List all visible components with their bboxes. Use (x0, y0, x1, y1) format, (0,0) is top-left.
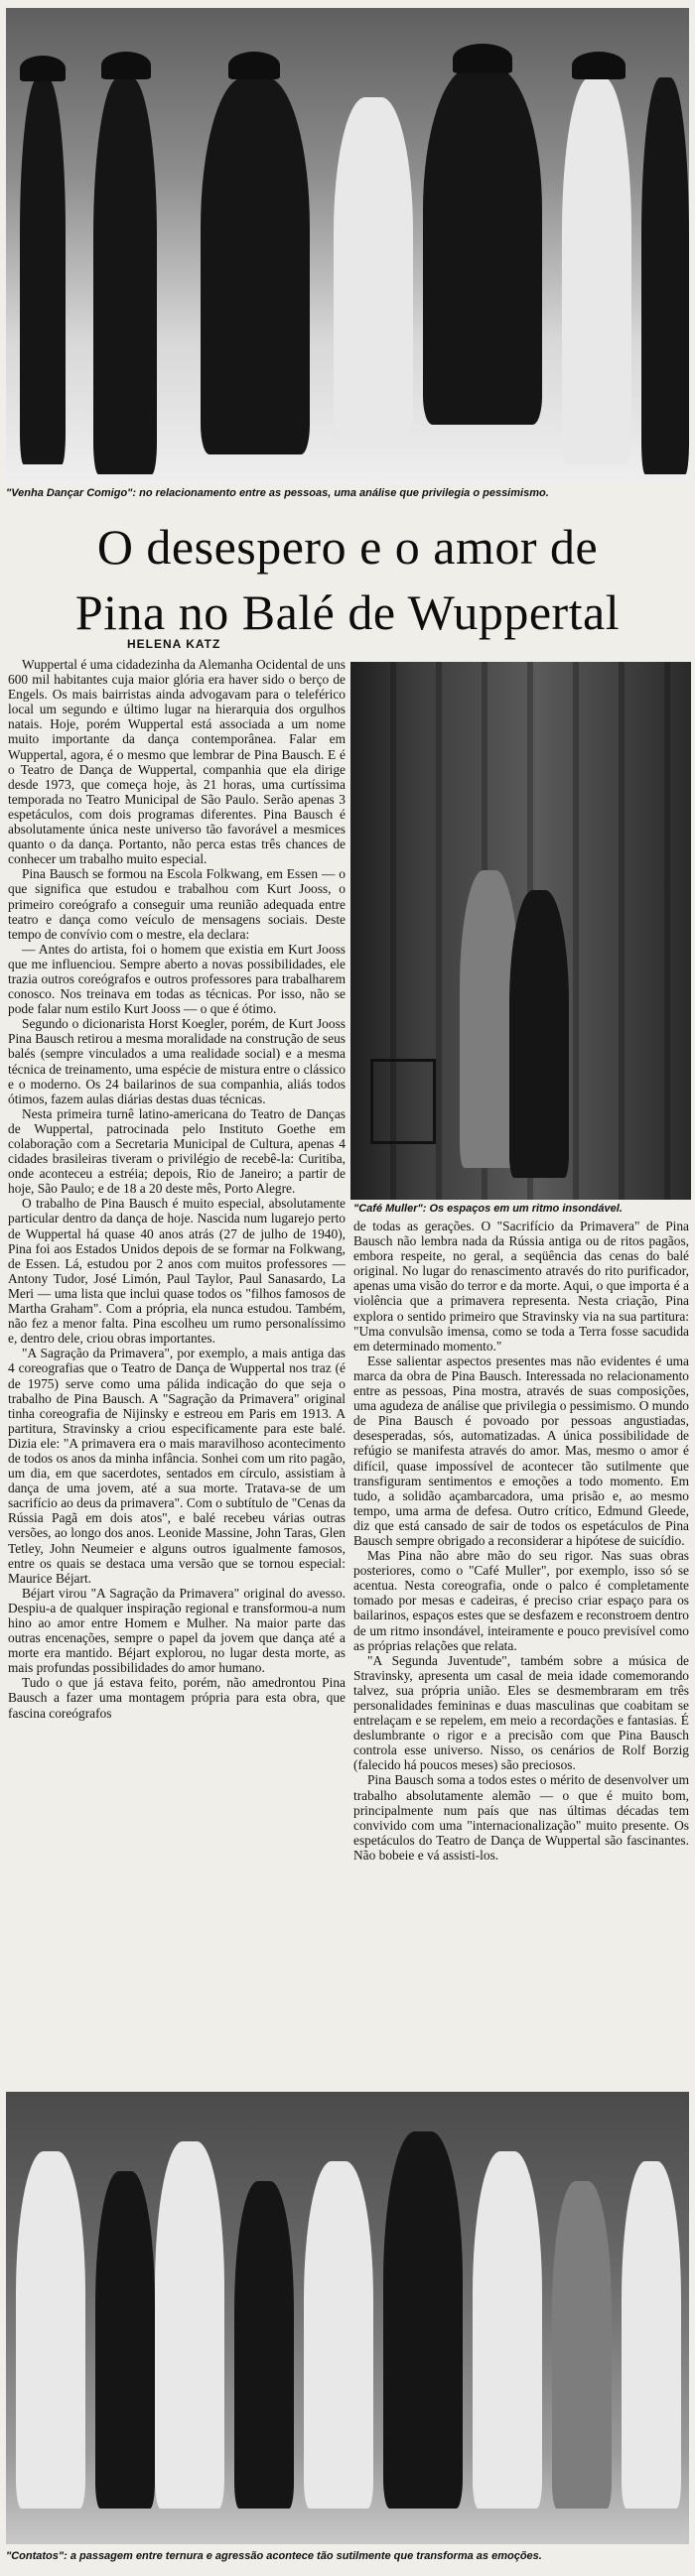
paragraph: Nesta primeira turnê latino-americana do Teatro de Danças de Wuppertal, patrocinada pelo Instituto Goethe em colaboração com a Secretaria Municipal de Cultura, apenas 4 cidades brasileiras tiveram o privilégio de recebê-la: Curitiba, onde aconteceu a estréia; depois, Rio de Janeiro; a partir de hoje, São Paulo; e de 18 a 20 deste mês, Porto Alegre. (8, 1105, 346, 1197)
paragraph: Pina Bausch soma a todos estes o mérito de desenvolver um trabalho absolutamente alemão — o que é muito bom, principalmente num país que nas últimas décadas tem convivido com uma "internacionalização" muito presente. Os espetáculos do Teatro de Dança de Wuppertal são fascinantes. Não bobeie e vá assisti-los. (353, 1772, 689, 1863)
paragraph: Tudo o que já estava feito, porém, não amedrontou Pina Bausch a fazer uma montagem própria para esta obra, que fascina coreógrafos (8, 1675, 346, 1721)
paragraph: "A Sagração da Primavera", por exemplo, a mais antiga das 4 coreografias que o Teatro de Dança de Wuppertal nos traz (é de 1975) serve como uma pálida indicação do que seja o trabalho de Pina Bausch. A "Sagração da Primavera" original tinha coreografia de Nijinsky e estreou em Paris em 1913. A partitura, Stravinsky a criou especificamente para este balé. Dizia ele: "A primavera era o mais maravilhoso acontecimento de todos os anos da minha infância. Sonhei com um rito pagão, um dia, em que sacerdotes, sentados em círculo, assistiam à dança de uma jovem, até a sua morte. Tratava-se de um sacrifício ao deus da primavera". Com o subtítulo de "Cenas da Rússia Pagã em dois atos", e balé recebeu várias outras versões, ao longo dos anos. Leonide Massine, John Taras, Glen Tetley, John Neumeier e alguns outros igualmente famosos, entre os quais se destaca uma versão que se tornou especial: Maurice Béjart. (8, 1346, 346, 1586)
headline-line-1: O desespero e o amor de (96, 519, 599, 575)
bottom-photo-contatos (6, 2092, 689, 2544)
article-column-1 (8, 657, 346, 2084)
caption-middle-photo: "Café Muller": Os espaços em um ritmo insondável. (353, 1203, 623, 1215)
article-column-2 (353, 1219, 689, 2084)
paragraph: Segundo o dicionarista Horst Koegler, porém, de Kurt Jooss Pina Bausch retirou a mesma moralidade na construção de seus balés (sempre vinculados a uma realidade social) e a mesma técnica de treinamento, uma espécie de mistura entre o clássico e o moderno. Os 24 bailarinos de sua companhia, aliás todos ótimos, fazem aulas diárias destas duas técnicas. (8, 1016, 346, 1106)
caption-bottom-photo: "Contatos": a passagem entre ternura e agressão acontece tão sutilmente que transforma as emoções. (6, 2550, 542, 2562)
headline-line-2: Pina no Balé de Wuppertal (74, 584, 621, 640)
top-photo-venha-dancar-comigo (6, 8, 689, 484)
paragraph: Mas Pina não abre mão do seu rigor. Nas suas obras posteriores, como o "Café Muller", por exemplo, isso só se acentua. Nesta coreografia, onde o palco é completamente tomado por mesas e cadeiras, é preciso criar espaço para os bailarinos, espaços estes que se desfazem e reconstroem dentro de um ritmo insondável, inteiramente e pouco previsível como as próprias relações que relata. (353, 1548, 689, 1653)
paragraph: "A Segunda Juventude", também sobre a música de Stravinsky, apresenta um casal de meia idade comemorando talvez, sua própria união. Eles se desmembraram em três personalidades femininas e duas masculinas que coabitam se entrelaçam e se repelem, em meio a recordações e fantasias. É deslumbrante o rigor e a precisão com que Pina Bausch controla esse universo. Nisso, os cenários de Rolf Borzig (falecido há poucos meses) são preciosos. (353, 1652, 689, 1773)
paragraph: Wuppertal é uma cidadezinha da Alemanha Ocidental de uns 600 mil habitantes cuja maior glória era haver sido o berço de Engels. Os mais bairristas ainda advogavam para o teleférico local um segundo e último lugar na hierarquia dos orgulhos natais. Hoje, porém Wuppertal está associada a um nome muito importante da dança contemporânea. Falar em Wuppertal, agora, é o mesmo que lembrar de Pina Bausch. E é o Teatro de Dança de Wuppertal, companhia que ela dirige desde 1973, que começa hoje, às 21 horas, uma curtíssima temporada no Teatro Municipal de São Paulo. Serão apenas 3 espetáculos, com dois programas diferentes. Pina Bausch é absolutamente única neste universo tão favorável a mesmices quanto o da dança. Portanto, não perca estas três chances de conhecer um trabalho muito especial. (8, 657, 346, 867)
middle-photo-cafe-muller (350, 662, 691, 1200)
byline: HELENA KATZ (127, 637, 221, 651)
paragraph: O trabalho de Pina Bausch é muito especial, absolutamente particular dentro da dança de hoje. Nascida num lugarejo perto de Wuppertal há quase 40 anos atrás (27 de julho de 1940), Pina foi aos Estados Unidos depois de se formar na Folkwang, de Essen. Lá, estudou por 2 anos com muitos professores — Antony Tudor, José Limón, Paul Taylor, Paul Sanasardo, La Meri — uma lista que inclui quase todos os "filhos famosos de Martha Graham". Com a própria, ela nunca estudou. Também, não fez a menor falta. Pina escolheu um rumo personalíssimo e, dentro dele, criou obras importantes. (8, 1196, 346, 1347)
paragraph: de todas as gerações. O "Sacrifício da Primavera" de Pina Bausch não lembra nada da Rússia antiga ou de ritos pagãos, embora respeite, no geral, a seqüência das cenas do balé original. No lugar do renascimento através do rito purificador, apenas uma visão do terror e da morte. Aqui, o que importa é a violência que a primavera representa. Nesta criação, Pina explora o sentido primeiro que Stravinsky via na sua partitura: "Uma convulsão imensa, como se toda a Terra fosse sacudida em determinado momento." (353, 1219, 689, 1353)
caption-top-photo: "Venha Dançar Comigo": no relacionamento entre as pessoas, uma análise que privilegia o pessimismo. (6, 487, 549, 499)
paragraph: Pina Bausch se formou na Escola Folkwang, em Essen — o que significa que estudou e trabalhou com Kurt Jooss, o primeiro coreógrafo a conseguir uma reunião adequada entre teatro e dança como veículo de mensagens sociais. Deste tempo de convívio com o mestre, ela declara: (8, 866, 346, 942)
paragraph: Béjart virou "A Sagração da Primavera" original do avesso. Despiu-a de qualquer inspiração regional e transformou-a num hino ao amor entre Homem e Mulher. Na maior parte das outras encenações, sempre o papel da jovem que dança até a morte era mantido. Béjart explorou, no lugar desta morte, as mais profundas possibilidades do amor humano. (8, 1585, 346, 1676)
paragraph: — Antes do artista, foi o homem que existia em Kurt Jooss que me influenciou. Sempre aberto a novas possibilidades, ele trazia outros coreógrafos e outros professores para trabalharem conosco. Nos treinava em todas as técnicas. Por isso, não se pode falar num estilo Kurt Jooss — o que é ótimo. (8, 941, 346, 1017)
paragraph: Esse salientar aspectos presentes mas não evidentes é uma marca da obra de Pina Bausch. Interessada no relacionamento entre as pessoas, Pina mostra, através de suas composições, uma agudeza de análise que privilegia o pessimismo. O mundo de Pina Bausch é povoado por pessoas angustiadas, desesperadas, sós, automatizadas. A única possibilidade de refúgio se manifesta através do amor. Mas, mesmo o amor é difícil, quase impossível de acontecer tão sutilmente que transfiguram sentimentos e emoções a todo momento. Em tudo, a solidão açambarcadora, uma prisão e, ao mesmo tempo, uma arma de defesa. Outro crítico, Edmund Gleede, diz que está cansado de sair de todos os espetáculos de Pina Bausch sempre obrigado a reconsiderar a hipótese de suicídio. (353, 1352, 689, 1548)
